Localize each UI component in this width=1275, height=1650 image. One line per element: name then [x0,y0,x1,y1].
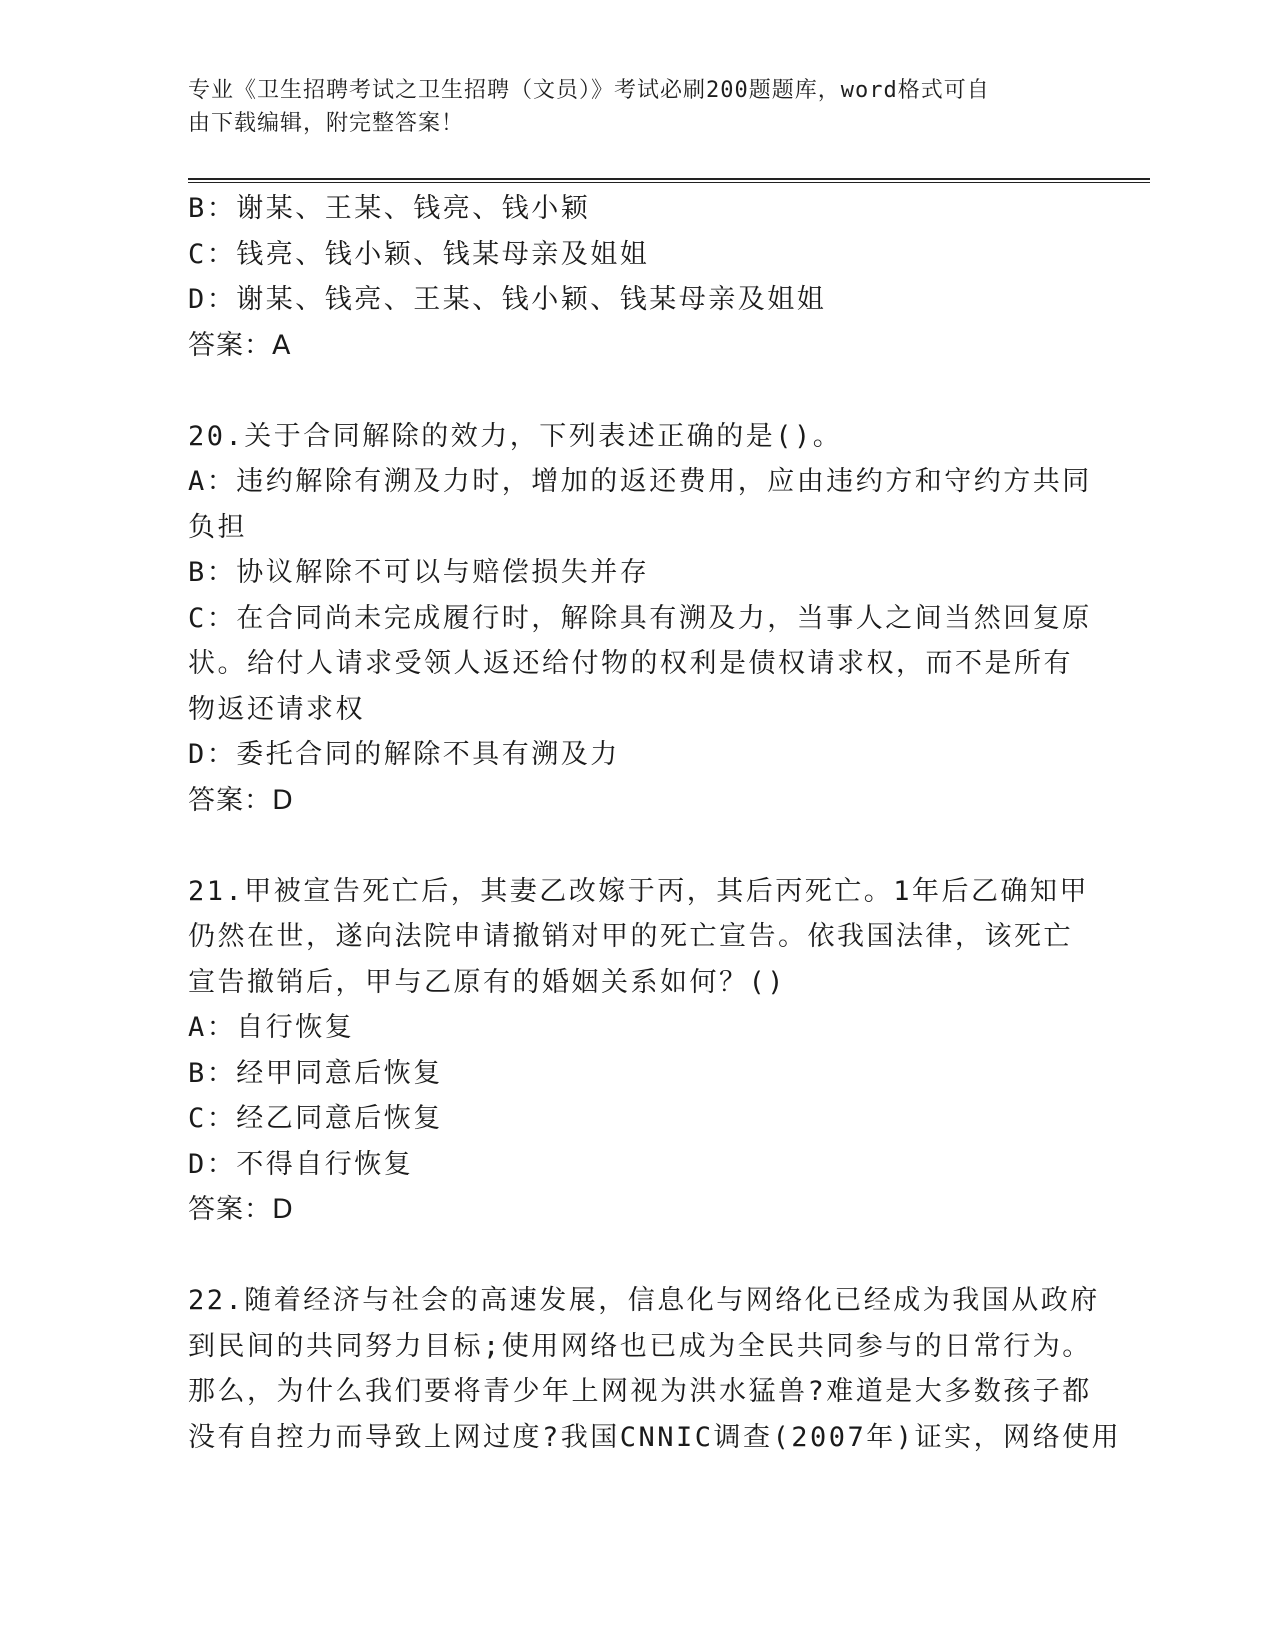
option-d: D：委托合同的解除不具有溯及力 [188,739,620,770]
document-body [188,186,1122,1460]
question-stem-continued: 宣告撤销后，甲与乙原有的婚姻关系如何？() [188,966,787,998]
answer-line: 答案：D [188,1194,294,1225]
question-stem: 21.甲被宣告死亡后，其妻乙改嫁于丙，其后丙死亡。1年后乙确知甲 [188,875,1090,907]
option-c: C：钱亮、钱小颖、钱某母亲及姐姐 [188,238,650,270]
option-b: B：协议解除不可以与赔偿损失并存 [188,557,650,588]
option-c: C：经乙同意后恢复 [188,1103,443,1134]
option-a-continued: 负担 [188,511,247,543]
question-stem-continued: 到民间的共同努力目标;使用网络也已成为全民共同参与的日常行为。 [188,1330,1092,1362]
header-line-1: 专业《卫生招聘考试之卫生招聘（文员）》考试必刷200题题库，word格式可自 [188,78,990,103]
question-20 [188,414,1092,824]
spacer [188,823,1088,869]
header-divider-thin [188,182,1150,183]
question-21 [188,869,1088,1233]
option-a: A：自行恢复 [188,1012,355,1043]
option-d: D：不得自行恢复 [188,1148,414,1180]
option-c-continued: 物返还请求权 [188,693,365,725]
option-b: B：谢某、王某、钱亮、钱小颖 [188,193,591,224]
question-stem: 22.随着经济与社会的高速发展，信息化与网络化已经成为我国从政府 [188,1285,1100,1316]
option-c: C：在合同尚未完成履行时，解除具有溯及力，当事人之间当然回复原 [188,602,1092,634]
option-c-continued: 状。给付人请求受领人返还给付物的权利是债权请求权，而不是所有 [188,648,1073,679]
question-stem-continued: 仍然在世，遂向法院申请撤销对甲的死亡宣告。依我国法律，该死亡 [188,921,1073,952]
question-19-tail [188,186,1088,368]
answer-line: 答案：D [188,784,294,816]
answer-line: 答案：A [188,329,292,361]
option-d: D：谢某、钱亮、王某、钱小颖、钱某母亲及姐姐 [188,284,827,315]
option-a: A：违约解除有溯及力时，增加的返还费用，应由违约方和守约方共同 [188,466,1092,497]
question-stem-continued: 那么，为什么我们要将青少年上网视为洪水猛兽?难道是大多数孩子都 [188,1376,1092,1407]
option-b: B：经甲同意后恢复 [188,1057,443,1089]
document-header [188,74,1068,140]
question-22 [188,1278,1122,1460]
spacer [188,1233,1088,1279]
header-divider-thick [188,178,1150,180]
question-stem-continued: 没有自控力而导致上网过度?我国CNNIC调查(2007年)证实，网络使用 [188,1421,1122,1453]
spacer [188,368,1088,414]
header-line-2: 由下载编辑，附完整答案！ [188,111,465,136]
question-stem: 20.关于合同解除的效力，下列表述正确的是()。 [188,420,843,452]
